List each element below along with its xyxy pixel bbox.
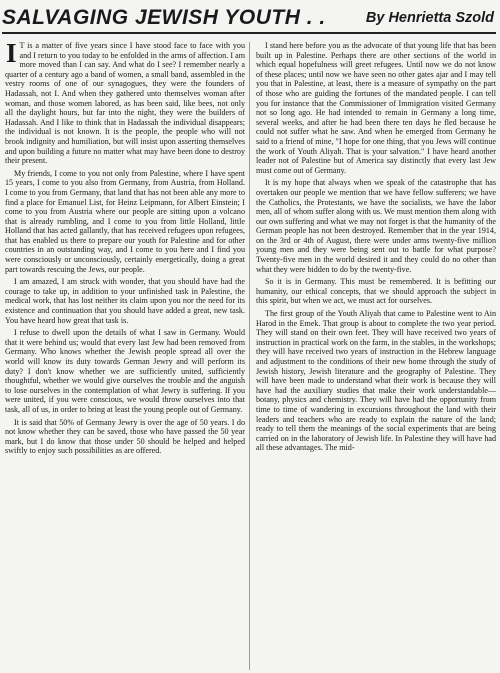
right-column: [256, 41, 496, 671]
paragraph: So it is in Germany. This must be remembered. It is befitting our humanity, our ethical concepts, that we should approach the subject in this spirit, but when we act, we must act for ourselves.: [256, 277, 496, 306]
paragraph: I stand here before you as the advocate of that young life that has been built up in Palestine. Perhaps there are other sections of the world in which equal hopefulness will greet refugees. Until now we do not know of these places; until now we have seen no other gates ajar and I may tell you that in Palestine, at least, there is a measure of sympathy on the part of those who are guiding the fortunes of the mandated people. I can tell you for instance that the Commissioner of Immigration visited Germany not so long ago. He had intended to remain in Germany a long time, several weeks, and after he had been there ten days he fled because he could not suffer what he saw. And when he emerged from Germany he said to a friend of mine, "I hope for one thing, that you Jews will continue the work of Youth Aliyah. That is your salvation." I have heard another leader not of Palestine but of America say distinctly that every last Jew must come out of Germany.: [256, 41, 496, 175]
paragraph: [5, 41, 245, 166]
paragraph: My friends, I come to you not only from Palestine, where I have spent 15 years, I come to you also from Germany, from Austria, from Holland. I come to you from Germany, that land that has not been able any more to find a place for Emanuel List, for Heinz Leipmann, for Albert Einstein; I come to you from Austria where our people are sitting upon a volcano that is already rumbling, and I come to you from little Holland, little Holland that has acted gallantly, that has received refugees upon refugees, that has enabled us there to prepare our youth for Palestine and for other countries in an outstanding way, and I come to you here and I find you were consciously or unconsciously, certainly energetically, doing a great part towards rescuing the Jews, our people.: [5, 168, 245, 274]
paragraph: I am amazed, I am struck with wonder, that you should have had the courage to take up, in addition to your unfinished task in Palestine, the medical work, that has lost neither its claim upon you nor the need for its existence and continuation that you should have added a great, new task. You have heard how great that task is.: [5, 277, 245, 325]
paragraph: The first group of the Youth Aliyah that came to Palestine went to Ain Harod in the Emek. That group is about to complete the two year period. They will stand on their own feet. They will have received two years of instruction in practical work on the farm, in the stables, in the workshops; they will have received two years of instruction in the Hebrew language and adjustment to the conditions of their new home through the study of Jewish history, Jewish literature and the geography of Palestine. They will have been made to understand what their work is because they will have had the auxiliary studies that make their work understandable—botany, physics and chemistry. They will have had the opportunity from time to time of wandering in excursions throughout the land with their leaders and teachers who are ready to explain the nature of the land; ready to tell them the meanings of the social experiments that are being carried on in the laboratory of Jewish life. In Palestine they will have had all these advantages. The mid-: [256, 309, 496, 453]
paragraph: I refuse to dwell upon the details of what I saw in Germany. Would that it were behind us; would that every last Jew had been removed from Germany. Who knows whether the Jewish people spread all over the world will know its duty towards German Jewry and will perform its duty? I don't know whether we are sufficiently united, sufficiently thoughtful, whether we would give ourselves the trouble and the anguish to lose ourselves in the contemplation of what Jewry is suffering. If you were united, if you were conscious, we would throw ourselves into that task, all of us, in order to bring at least the young people out of Germany.: [5, 328, 245, 414]
drop-cap: I: [6, 41, 17, 68]
article-headline: [2, 4, 496, 34]
column-divider: [249, 42, 250, 670]
paragraph: It is my hope that always when we speak of the catastrophe that has overtaken our people we mention that we have fellow sufferers; we have the Catholics, the Protestants, we have the socialists, we have the labor men, all of whom suffer along with us. We must mention them along with our own suffering and what we may not forget is that the humanity of the German people has not been destroyed. Remember that in the year 1914, on the 3rd or 4th of August, there were under arms twenty-five million young men and they were being sent out to battle for what purpose? Twenty-five men in the world desired it and they could do no other than what they were bidden to do by the twenty-five.: [256, 178, 496, 274]
left-column: [5, 41, 245, 671]
article-byline: By Henrietta Szold: [365, 10, 494, 26]
paragraph: It is said that 50% of Germany Jewry is over the age of 50 years. I do not know whether they can be saved, those who have passed the 50 year mark, but I do know that those under 50 should be helped and helped swiftly to enjoy such possibilities as are offered.: [5, 417, 245, 456]
paragraph-text: T is a matter of five years since I have stood face to face with you and I return to you today to be enfolded in the arms of affection. I am more moved than I can say. And what do I see? I remember nearly a quarter of a century ago a band of women, a small band, assembled in the vestry rooms of one of our synagogues, they were the founders of Hadassah, not I. And when they gathered unto themselves woman after woman, and those women labored, as has been said, like bees, not only all the daylight hours, but far into the night, they were the builders of Hadassah. And I like to think that in Hadassah the individual disappears; the individual is not known. It is the people, the people who will not brook indignity and humiliation, but will insist upon asserting themselves and upon building a future no matter what may have been done to destroy their present.: [5, 41, 245, 166]
article-title: SALVAGING JEWISH YOUTH . .: [2, 6, 326, 29]
